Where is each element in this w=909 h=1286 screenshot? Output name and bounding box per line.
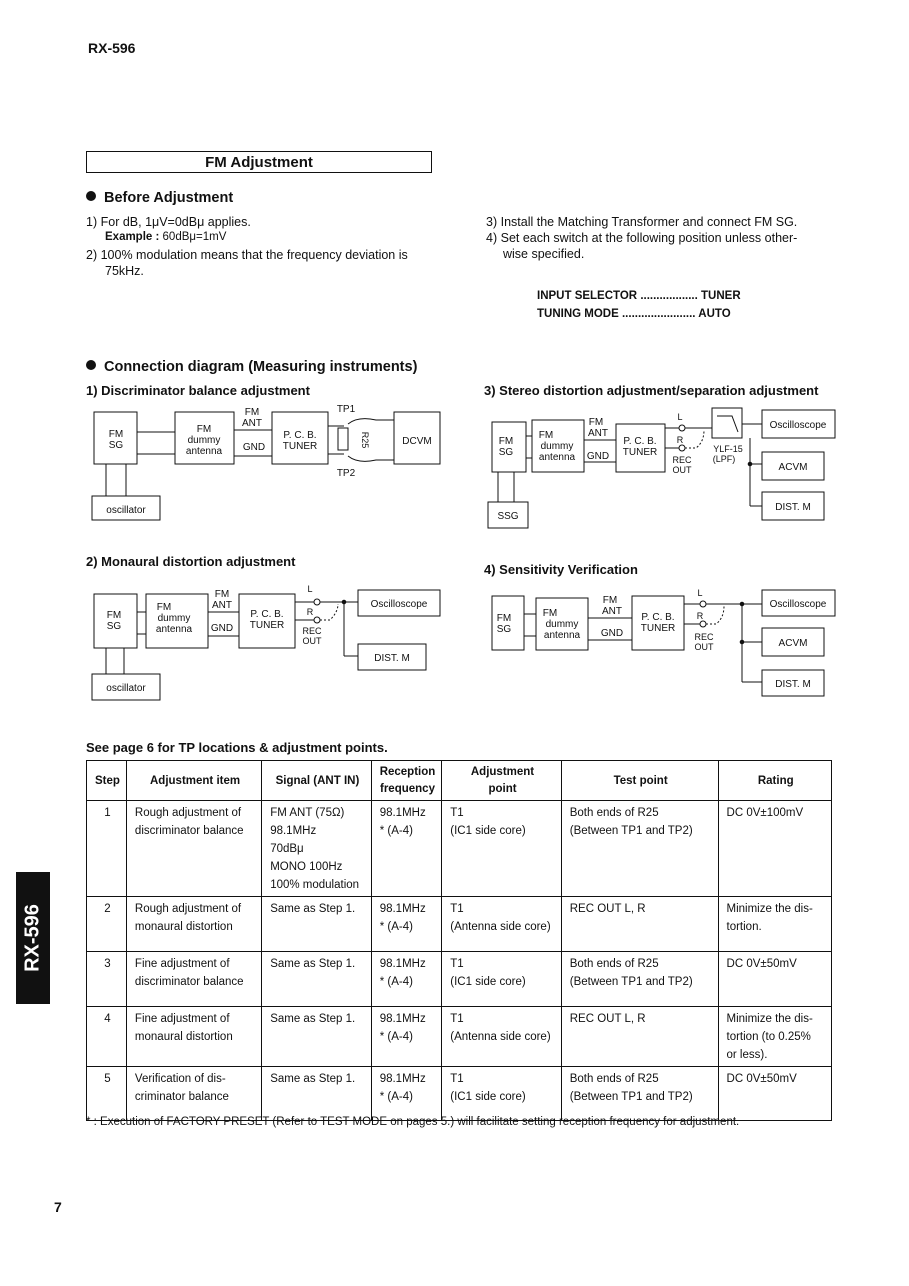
col-adjustment-item: Adjustment item	[126, 761, 261, 801]
col-rating: Rating	[718, 761, 831, 801]
svg-text:FM: FM	[156, 602, 172, 613]
before-example: Example : 60dBμ=1mV	[105, 231, 227, 243]
svg-text:dummy: dummy	[187, 435, 221, 446]
svg-text:antenna: antenna	[538, 452, 576, 463]
svg-text:OUT: OUT	[672, 465, 692, 475]
svg-text:ANT: ANT	[588, 428, 608, 439]
side-tab-model: RX-596	[16, 872, 50, 1004]
svg-text:antenna: antenna	[155, 624, 193, 635]
diagram-3-title: 3) Stereo distortion adjustment/separation adjustment	[484, 383, 819, 398]
table-row: 1 Rough adjustment of discriminator balance FM ANT (75Ω) 98.1MHz 70dBμ MONO 100Hz 100% modulation 98.1MHz * (A-4) T1 (IC1 side core) Both ends of R25 (Between TP1 and TP2) DC 0V±100mV	[87, 801, 832, 897]
svg-text:ANT: ANT	[602, 606, 622, 617]
bullet-icon	[86, 360, 96, 370]
svg-text:P. C. B.: P. C. B.	[641, 612, 675, 623]
svg-text:FM: FM	[588, 417, 604, 428]
page-number: 7	[54, 1199, 62, 1215]
svg-text:P. C. B.: P. C. B.	[283, 430, 317, 441]
svg-text:ACVM: ACVM	[778, 638, 808, 649]
svg-text:Oscilloscope: Oscilloscope	[370, 599, 428, 610]
svg-text:FM: FM	[214, 589, 230, 600]
svg-text:ACVM: ACVM	[778, 462, 808, 473]
svg-text:SG: SG	[498, 447, 514, 458]
tp-locations-note: See page 6 for TP locations & adjustment points.	[86, 740, 388, 755]
diagram-3-stereo	[484, 402, 844, 532]
before-item-4: 4) Set each switch at the following position unless other-	[486, 231, 798, 245]
svg-text:R: R	[696, 611, 704, 621]
svg-text:TUNER: TUNER	[282, 441, 318, 452]
svg-text:YLF-15: YLF-15	[713, 444, 743, 454]
svg-text:oscillator: oscillator	[106, 505, 146, 516]
page-header-model: RX-596	[88, 40, 136, 56]
svg-text:FM: FM	[496, 613, 512, 624]
table-row: 2 Rough adjustment of monaural distortion Same as Step 1. 98.1MHz * (A-4) T1 (Antenna side core) REC OUT L, R Minimize the dis- tortion.	[87, 897, 832, 952]
col-adjustment-point: Adjustment point	[442, 761, 561, 801]
svg-text:FM: FM	[108, 429, 124, 440]
svg-text:L: L	[697, 588, 703, 598]
svg-text:REC: REC	[302, 626, 322, 636]
svg-text:FM: FM	[196, 424, 212, 435]
diagram-1-discriminator	[86, 398, 446, 526]
svg-text:ANT: ANT	[212, 600, 232, 611]
svg-text:R25: R25	[360, 431, 370, 449]
svg-text:SG: SG	[108, 440, 124, 451]
before-item-4-cont: wise specified.	[503, 247, 585, 261]
col-test-point: Test point	[561, 761, 718, 801]
svg-text:oscillator: oscillator	[106, 683, 146, 694]
setting-input-selector: INPUT SELECTOR .................. TUNER	[537, 290, 741, 302]
svg-text:FM: FM	[602, 595, 618, 606]
before-item-2-cont: 75kHz.	[105, 264, 144, 278]
svg-text:Oscilloscope: Oscilloscope	[769, 599, 827, 610]
diagram-2-title: 2) Monaural distortion adjustment	[86, 554, 296, 569]
svg-text:FM: FM	[538, 430, 554, 441]
col-step: Step	[87, 761, 127, 801]
svg-text:TUNER: TUNER	[640, 623, 676, 634]
diagram-2-monaural	[86, 582, 446, 704]
svg-text:GND: GND	[586, 451, 610, 462]
svg-text:SG: SG	[106, 621, 122, 632]
svg-text:dummy: dummy	[545, 619, 579, 630]
before-item-2: 2) 100% modulation means that the frequency deviation is	[86, 248, 408, 262]
svg-text:L: L	[307, 584, 313, 594]
svg-text:SG: SG	[496, 624, 512, 635]
col-reception-frequency: Reception frequency	[371, 761, 442, 801]
svg-text:FM: FM	[244, 407, 260, 418]
svg-text:DCVM: DCVM	[402, 436, 432, 447]
bullet-icon	[86, 191, 96, 201]
section-title: FM Adjustment	[86, 151, 432, 173]
svg-text:R: R	[676, 435, 684, 445]
svg-text:REC: REC	[694, 632, 714, 642]
svg-text:TP1: TP1	[336, 404, 356, 415]
svg-text:DIST. M: DIST. M	[775, 679, 811, 690]
adjustment-table	[86, 760, 832, 1121]
svg-text:FM: FM	[498, 436, 514, 447]
diagram-4-sensitivity	[484, 584, 844, 702]
svg-text:OUT: OUT	[302, 636, 322, 646]
svg-text:ANT: ANT	[242, 418, 262, 429]
diagram-4-title: 4) Sensitivity Verification	[484, 562, 638, 577]
before-item-3: 3) Install the Matching Transformer and connect FM SG.	[486, 215, 798, 229]
table-row: 5 Verification of dis- criminator balance Same as Step 1. 98.1MHz * (A-4) T1 (IC1 side core) Both ends of R25 (Between TP1 and TP2) DC 0V±50mV	[87, 1067, 832, 1121]
svg-text:dummy: dummy	[540, 441, 574, 452]
svg-text:GND: GND	[600, 628, 624, 639]
svg-text:FM: FM	[106, 610, 122, 621]
before-adjustment-heading: Before Adjustment	[86, 190, 233, 206]
svg-text:FM: FM	[542, 608, 558, 619]
svg-text:L: L	[677, 412, 683, 422]
svg-text:REC: REC	[672, 455, 692, 465]
table-row: 3 Fine adjustment of discriminator balance Same as Step 1. 98.1MHz * (A-4) T1 (IC1 side core) Both ends of R25 (Between TP1 and TP2) DC 0V±50mV	[87, 952, 832, 1007]
svg-text:DIST. M: DIST. M	[775, 502, 811, 513]
footnote: * : Execution of FACTORY PRESET (Refer to TEST MODE on pages 5.) will facilitate setting reception frequency for adjustment.	[86, 1116, 740, 1128]
svg-text:DIST. M: DIST. M	[374, 653, 410, 664]
diagram-1-title: 1) Discriminator balance adjustment	[86, 383, 310, 398]
table-header-row	[87, 761, 832, 801]
svg-text:TP2: TP2	[336, 468, 356, 479]
svg-text:Oscilloscope: Oscilloscope	[769, 420, 827, 431]
svg-text:antenna: antenna	[185, 446, 223, 457]
svg-text:TUNER: TUNER	[249, 620, 285, 631]
svg-text:dummy: dummy	[157, 613, 191, 624]
setting-tuning-mode: TUNING MODE ....................... AUTO	[537, 308, 731, 320]
svg-text:antenna: antenna	[543, 630, 581, 641]
svg-text:P. C. B.: P. C. B.	[623, 436, 657, 447]
col-signal: Signal (ANT IN)	[262, 761, 372, 801]
table-row: 4 Fine adjustment of monaural distortion Same as Step 1. 98.1MHz * (A-4) T1 (Antenna side core) REC OUT L, R Minimize the dis- tortion (to 0.25% or less).	[87, 1007, 832, 1067]
svg-text:GND: GND	[242, 442, 266, 453]
svg-text:P. C. B.: P. C. B.	[250, 609, 284, 620]
svg-text:GND: GND	[210, 623, 234, 634]
svg-text:R: R	[306, 607, 314, 617]
before-item-1: 1) For dB, 1μV=0dBμ applies.	[86, 215, 251, 229]
connection-heading: Connection diagram (Measuring instruments)	[86, 359, 417, 375]
svg-text:(LPF): (LPF)	[712, 454, 736, 464]
svg-text:OUT: OUT	[694, 642, 714, 652]
svg-text:TUNER: TUNER	[622, 447, 658, 458]
svg-text:SSG: SSG	[497, 511, 519, 522]
